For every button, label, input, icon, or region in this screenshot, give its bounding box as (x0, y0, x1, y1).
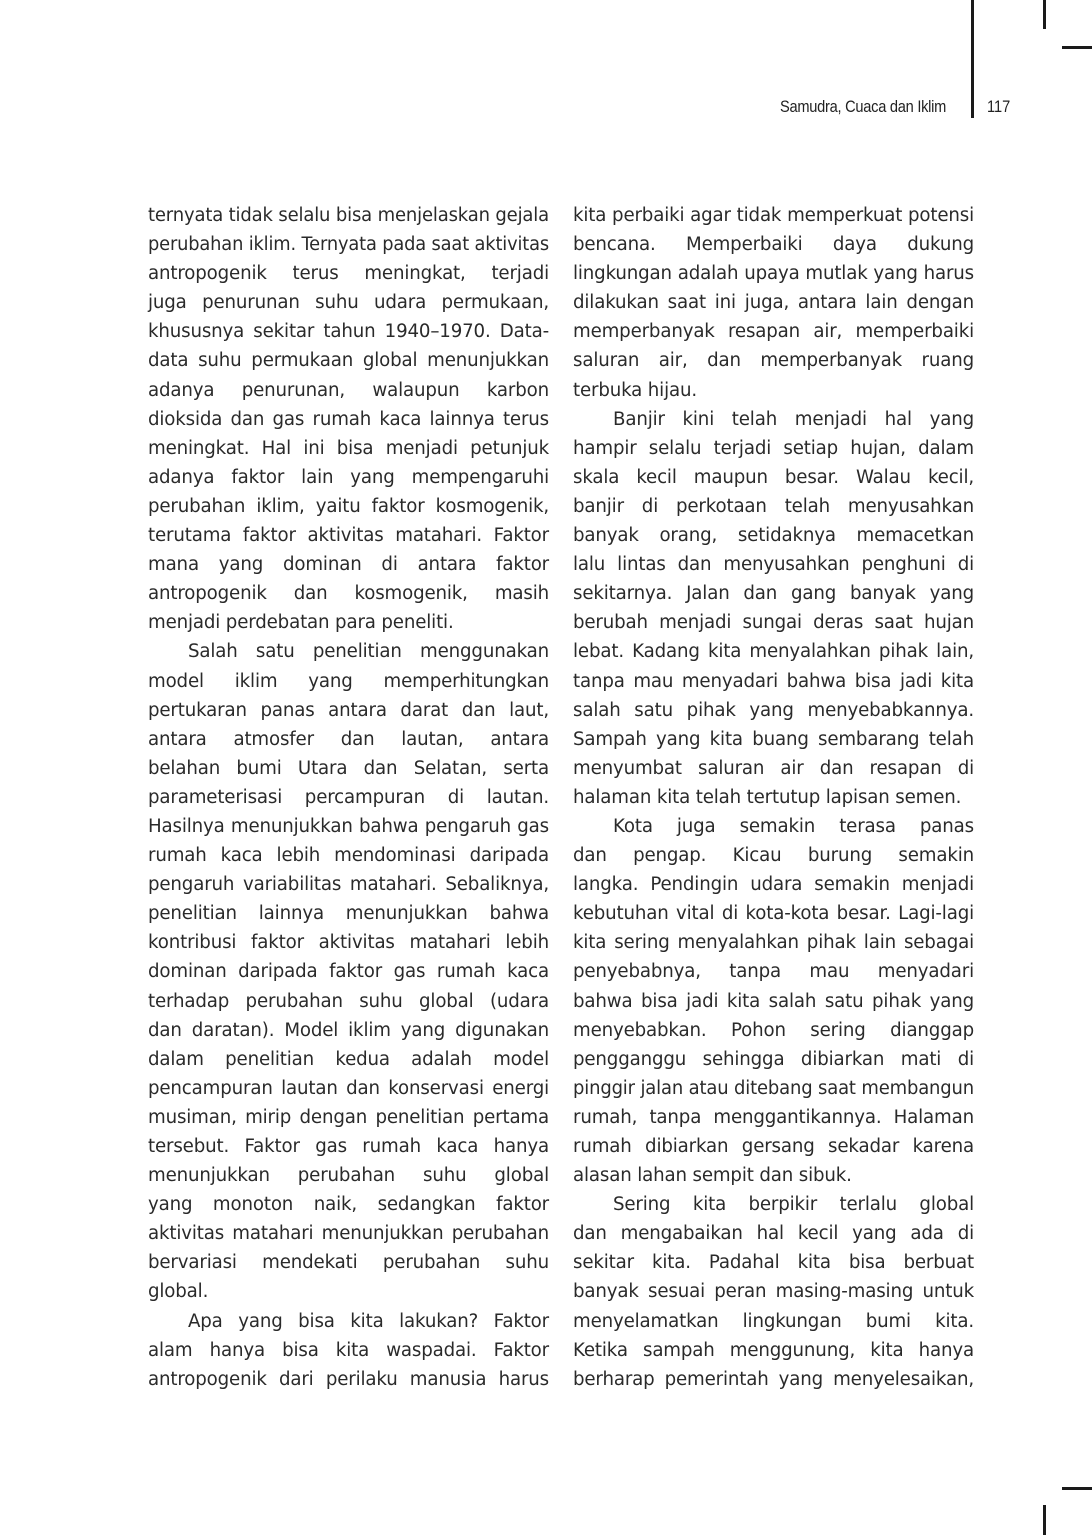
text-line: ternyata tidak selalu bisa menjelaskan gejala (148, 205, 549, 226)
text-line: skala kecil maupun besar. Walau kecil, (573, 466, 974, 488)
text-line: penelitian lainnya menunjukkan bahwa (148, 903, 549, 925)
text-line: Sering kita berpikir terlalu global (613, 1194, 974, 1216)
text-line: adanya faktor lain yang mempengaruhi (148, 466, 549, 488)
text-line: Sampah yang kita buang sembarang telah (573, 728, 974, 750)
crop-mark-top-vertical (1043, 0, 1046, 29)
text-line: tersebut. Faktor gas rumah kaca hanya (148, 1136, 549, 1157)
text-line: terhadap perubahan suhu global (udara (148, 990, 549, 1012)
text-line: Salah satu penelitian menggunakan (188, 641, 549, 663)
text-line: rumah dibiarkan gersang sekadar karena (573, 1136, 974, 1157)
text-line: kebutuhan vital di kota-kota besar. Lagi-lagi (573, 903, 974, 925)
text-line: bervariasi mendekati perubahan suhu (148, 1252, 549, 1274)
text-line: berubah menjadi sungai deras saat hujan (573, 612, 974, 634)
text-line: meningkat. Hal ini bisa menjadi petunjuk (148, 437, 549, 459)
text-line: lalu lintas dan menyusahkan penghuni di (573, 554, 974, 576)
text-line: menjadi perdebatan para peneliti. (148, 612, 454, 634)
text-line: sekitar kita. Padahal kita bisa berbuat (573, 1252, 974, 1274)
text-line: parameterisasi percampuran di lautan. (148, 786, 549, 808)
text-line: dan mengabaikan hal kecil yang ada di (573, 1223, 974, 1245)
text-line: antropogenik dan kosmogenik, masih (148, 583, 549, 605)
text-line: salah satu pihak yang menyebabkannya. (573, 699, 974, 721)
text-line: tanpa mau menyadari bahwa bisa jadi kita (573, 670, 974, 692)
text-line: halaman kita telah tertutup lapisan semen. (573, 786, 962, 808)
text-line: data suhu permukaan global menunjukkan (148, 350, 549, 372)
text-line: kontribusi faktor aktivitas matahari lebih (148, 932, 549, 954)
text-line: hampir selalu terjadi setiap hujan, dalam (573, 437, 974, 459)
text-line: khususnya sekitar tahun 1940–1970. Data- (148, 321, 549, 343)
text-line: perubahan iklim. Ternyata pada saat aktivitas (148, 234, 549, 256)
crop-mark-bottom-horizontal (1062, 1487, 1092, 1490)
text-line: menyelamatkan lingkungan bumi kita. (573, 1310, 974, 1332)
text-line: banyak sesuai peran masing-masing untuk (573, 1281, 974, 1303)
text-line: menunjukkan perubahan suhu global (148, 1165, 549, 1187)
text-line: pengganggu sehingga dibiarkan mati di (573, 1048, 974, 1070)
text-line: saluran air, dan memperbanyak ruang (573, 350, 974, 372)
text-line: mana yang dominan di antara faktor (148, 554, 549, 576)
text-line: lingkungan adalah upaya mutlak yang harus (573, 263, 974, 285)
crop-mark-top-horizontal (1062, 46, 1092, 49)
text-line: adanya penurunan, walaupun karbon (148, 379, 549, 401)
text-line: alasan lahan sempit dan sibuk. (573, 1165, 852, 1187)
text-line: dominan daripada faktor gas rumah kaca (148, 961, 549, 983)
text-line: kita sering menyalahkan pihak lain sebagai (573, 932, 974, 954)
text-line: Apa yang bisa kita lakukan? Faktor (188, 1310, 549, 1332)
text-line: dilakukan saat ini juga, antara lain dengan (573, 292, 974, 314)
text-line: Banjir kini telah menjadi hal yang (613, 408, 974, 430)
running-title: Samudra, Cuaca dan Iklim (780, 97, 947, 116)
text-line: sekitarnya. Jalan dan gang banyak yang (573, 583, 974, 605)
text-line: rumah, tanpa menggantikannya. Halaman (573, 1106, 974, 1128)
text-line: dan daratan). Model iklim yang digunakan (148, 1019, 549, 1041)
text-line: rumah kaca lebih mendominasi daripada (148, 845, 549, 867)
text-line: menyumbat saluran air dan resapan di (573, 757, 974, 779)
text-line: terbuka hijau. (573, 379, 697, 401)
left-column (148, 201, 549, 1394)
text-line: bencana. Memperbaiki daya dukung (573, 234, 974, 256)
page-number: 117 (987, 97, 1011, 116)
text-line: pinggir jalan atau ditebang saat membangun (573, 1077, 974, 1099)
text-line: musiman, mirip dengan penelitian pertama (148, 1106, 549, 1128)
text-line: alam hanya bisa kita waspadai. Faktor (148, 1339, 549, 1361)
text-line: bahwa bisa jadi kita salah satu pihak yang (573, 990, 974, 1012)
text-line: antropogenik dari perilaku manusia harus (148, 1368, 549, 1390)
right-column (573, 201, 974, 1394)
text-line: banjir di perkotaan telah menyusahkan (573, 495, 974, 517)
text-line: langka. Pendingin udara semakin menjadi (573, 874, 974, 896)
text-line: terutama faktor aktivitas matahari. Faktor (148, 525, 549, 547)
text-line: belahan bumi Utara dan Selatan, serta (148, 757, 549, 779)
text-line: pengaruh variabilitas matahari. Sebaliknya, (148, 874, 549, 896)
text-line: memperbanyak resapan air, memperbaiki (573, 321, 974, 343)
text-line: aktivitas matahari menunjukkan perubahan (148, 1223, 549, 1245)
text-line: berharap pemerintah yang menyelesaikan, (573, 1368, 974, 1390)
text-line: model iklim yang memperhitungkan (148, 670, 549, 692)
header-divider-rule (971, 0, 974, 118)
text-line: pencampuran lautan dan konservasi energi (148, 1077, 549, 1099)
text-line: lebat. Kadang kita menyalahkan pihak lain, (573, 641, 974, 663)
crop-mark-bottom-vertical (1043, 1505, 1046, 1535)
text-line: dalam penelitian kedua adalah model (148, 1048, 549, 1070)
text-line: Kota juga semakin terasa panas (613, 815, 974, 837)
text-line: antara atmosfer dan lautan, antara (148, 728, 549, 750)
text-line: pertukaran panas antara darat dan laut, (148, 699, 549, 721)
text-line: perubahan iklim, yaitu faktor kosmogenik, (148, 495, 549, 517)
text-line: yang monoton naik, sedangkan faktor (148, 1194, 549, 1216)
text-line: juga penurunan suhu udara permukaan, (148, 292, 549, 314)
text-line: Ketika sampah menggunung, kita hanya (573, 1339, 974, 1361)
text-line: Hasilnya menunjukkan bahwa pengaruh gas (148, 815, 549, 837)
text-line: kita perbaiki agar tidak memperkuat potensi (573, 205, 974, 226)
text-line: banyak orang, setidaknya memacetkan (573, 525, 974, 547)
text-line: menyebabkan. Pohon sering dianggap (573, 1019, 974, 1041)
text-line: antropogenik terus meningkat, terjadi (148, 263, 549, 285)
text-line: penyebabnya, tanpa mau menyadari (573, 961, 974, 983)
text-line: dioksida dan gas rumah kaca lainnya terus (148, 408, 549, 430)
text-line: global. (148, 1281, 209, 1303)
text-line: dan pengap. Kicau burung semakin (573, 845, 974, 867)
